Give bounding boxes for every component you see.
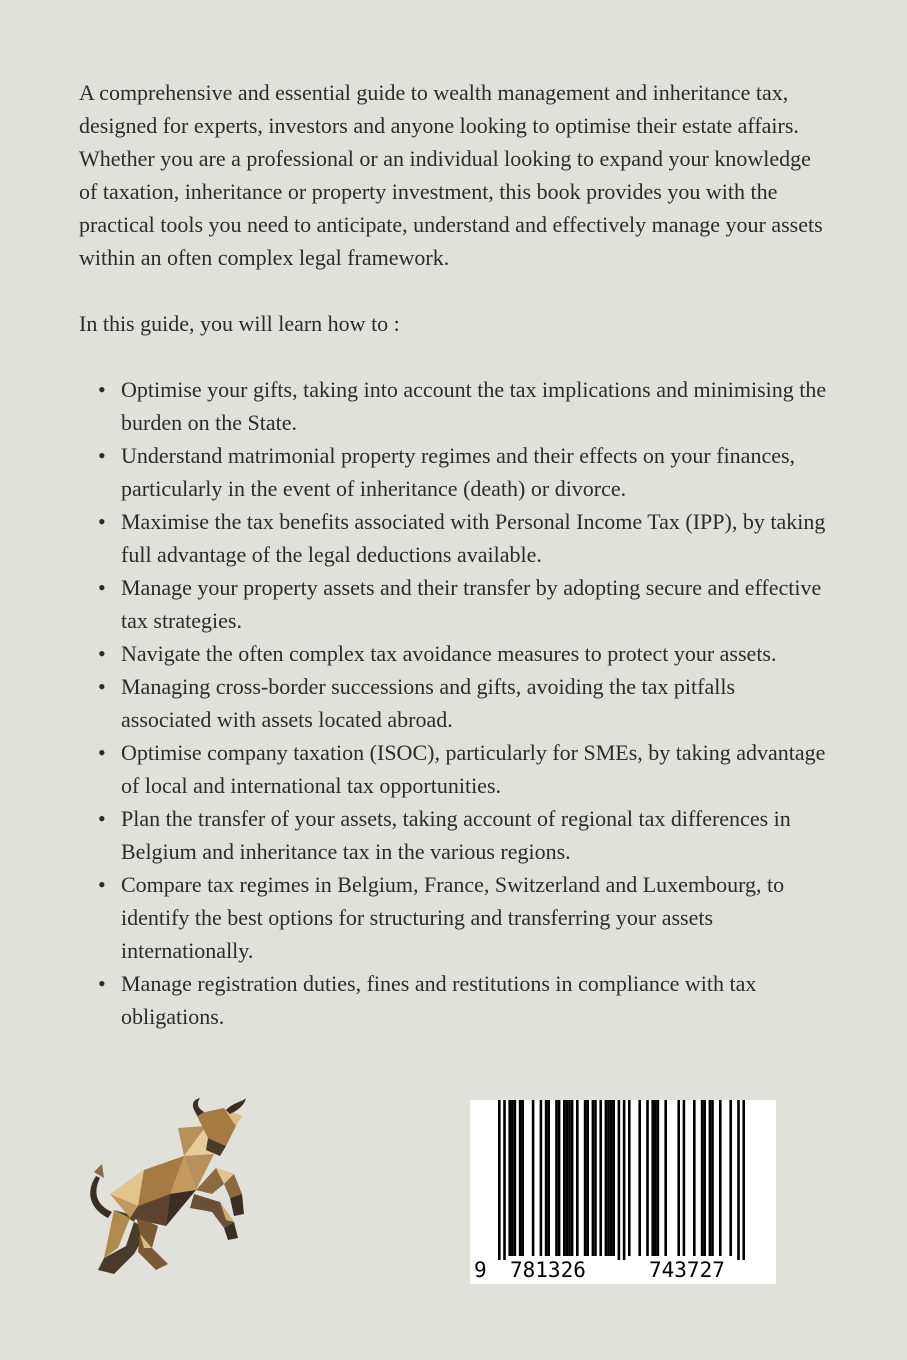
barcode-bar — [657, 1100, 660, 1256]
barcode-bar — [677, 1100, 680, 1256]
barcode-bar — [547, 1100, 550, 1256]
barcode-bar — [628, 1100, 631, 1256]
list-item: • Managing cross-border successions and gifts, avoiding the tax pitfalls associated with assets located abroad. — [79, 670, 829, 736]
bull-icon — [74, 1098, 254, 1276]
list-item: • Plan the transfer of your assets, taking account of regional tax differences in Belgium and inheritance tax in the various regions. — [79, 802, 829, 868]
list-item: • Optimise your gifts, taking into account the tax implications and minimising the burden on the State. — [79, 373, 829, 439]
barcode-bar — [532, 1100, 535, 1256]
barcode-bar — [607, 1100, 610, 1256]
barcode-bar — [568, 1100, 571, 1256]
list-item: • Manage your property assets and their transfer by adopting secure and effective tax strategies. — [79, 571, 829, 637]
barcode-bar — [508, 1100, 511, 1256]
list-lead: In this guide, you will learn how to : — [79, 311, 400, 336]
barcode-left-group: 781326 — [510, 1258, 586, 1282]
barcode-bar — [612, 1100, 615, 1256]
barcode-bar — [584, 1100, 587, 1256]
barcode-guard-bar — [498, 1100, 501, 1260]
barcode-bar — [683, 1100, 686, 1256]
barcode-bar — [693, 1100, 696, 1256]
barcode-bar — [586, 1100, 589, 1256]
back-cover-text — [79, 76, 829, 1033]
barcode-bar — [592, 1100, 595, 1256]
list-item: • Compare tax regimes in Belgium, France, Switzerland and Luxembourg, to identify the best options for structuring and transferring your assets internationally. — [79, 868, 829, 967]
barcode-bar — [521, 1100, 524, 1256]
list-item: • Optimise company taxation (ISOC), particularly for SMEs, by taking advantage of local and international tax opportunities. — [79, 736, 829, 802]
barcode-guard-bar — [737, 1100, 740, 1260]
barcode-digits — [470, 1256, 776, 1284]
barcode-bar — [711, 1100, 714, 1256]
barcode-bar — [664, 1100, 667, 1256]
isbn-barcode — [470, 1100, 776, 1284]
barcode-bar — [701, 1100, 704, 1256]
barcode-guard-bar — [742, 1100, 745, 1260]
barcode-right-group: 743727 — [649, 1258, 725, 1282]
barcode-first-digit: 9 — [474, 1258, 487, 1282]
barcode-bar — [576, 1100, 579, 1256]
barcode-bar — [558, 1100, 561, 1256]
barcode-bar — [540, 1100, 543, 1256]
barcode-bar — [511, 1100, 514, 1256]
barcode-bar — [638, 1100, 641, 1256]
list-item: • Manage registration duties, fines and restitutions in compliance with tax obligations. — [79, 967, 829, 1033]
barcode-guard-bar — [618, 1100, 621, 1260]
barcode-guard-bar — [503, 1100, 506, 1260]
barcode-bar — [599, 1100, 602, 1256]
topics-list — [79, 373, 829, 1033]
barcode-bar — [654, 1100, 657, 1256]
barcode-bar — [703, 1100, 706, 1256]
list-item: • Maximise the tax benefits associated with Personal Income Tax (IPP), by taking full advantage of the legal deductions available. — [79, 505, 829, 571]
barcode-bar — [571, 1100, 574, 1256]
intro-paragraph: A comprehensive and essential guide to wealth management and inheritance tax, designed for experts, investors and anyone looking to optimise their estate affairs. Whether you are a professional or an individual looking to expand your knowledge of taxation, inheritance or property investment, this book provides you with the practical tools you need to anticipate, understand and effectively manage your assets within an often complex legal framework. — [79, 80, 823, 270]
barcode-bar — [519, 1100, 522, 1256]
barcode-bars — [470, 1100, 776, 1260]
barcode-bar — [594, 1100, 597, 1256]
barcode-bar — [605, 1100, 608, 1256]
barcode-bar — [646, 1100, 649, 1256]
list-item: • Understand matrimonial property regimes and their effects on your finances, particularly in the event of inheritance (death) or divorce. — [79, 439, 829, 505]
barcode-bar — [545, 1100, 548, 1256]
barcode-bar — [610, 1100, 613, 1256]
barcode-bar — [651, 1100, 654, 1256]
barcode-bar — [719, 1100, 722, 1256]
barcode-bar — [555, 1100, 558, 1256]
list-item: • Navigate the often complex tax avoidance measures to protect your assets. — [79, 637, 829, 670]
barcode-bar — [514, 1100, 517, 1256]
barcode-bar — [729, 1100, 732, 1256]
barcode-bar — [563, 1100, 566, 1256]
barcode-bar — [709, 1100, 712, 1256]
barcode-bar — [566, 1100, 569, 1256]
barcode-guard-bar — [623, 1100, 626, 1260]
